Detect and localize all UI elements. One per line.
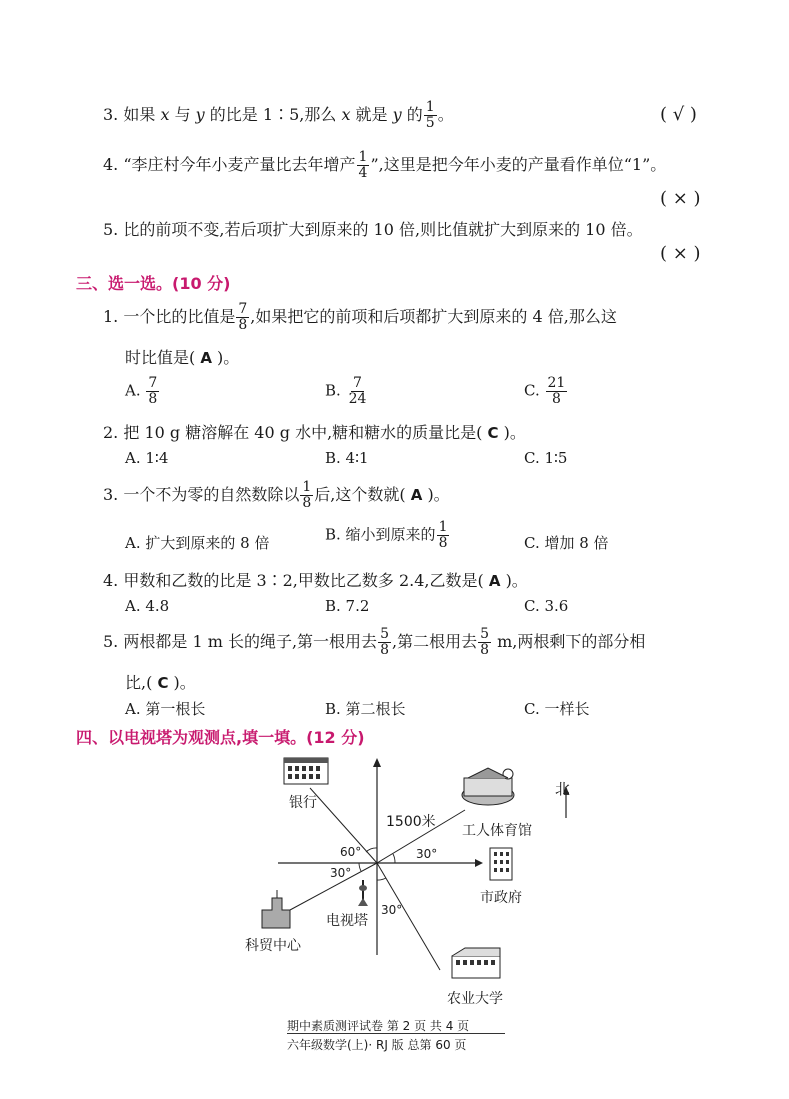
university-icon xyxy=(452,948,500,978)
judge-q5-answer: ( × ) xyxy=(660,243,701,264)
bank-icon xyxy=(284,758,328,784)
label-university: 农业大学 xyxy=(447,991,503,1007)
judge-q3: 3. 如果 x 与 y 的比是 1∶5,那么 x 就是 y 的 $\frac{1}{5}$ 。 xyxy=(103,99,454,131)
stadium-icon xyxy=(462,768,514,805)
label-distance: 1500米 xyxy=(386,814,436,830)
choice-q1-line2: 时比值是( A )。 xyxy=(125,348,240,367)
choice-q2: 2. 把 10 g 糖溶解在 40 g 水中,糖和糖水的质量比是( C )。 xyxy=(103,423,526,442)
footer-line-2: 六年级数学(上)· RJ 版 总第 60 页 xyxy=(287,1038,467,1052)
choice-q5-opt-c: C. 一样长 xyxy=(524,700,590,718)
tv-tower-icon xyxy=(358,880,368,906)
choice-q1-opt-c: C. $\frac{21}{8}$ xyxy=(524,375,566,407)
choice-q3-opt-c: C. 增加 8 倍 xyxy=(524,534,609,552)
fraction: $\frac{1}{8}$ xyxy=(302,479,312,511)
section-3-title: 三、选一选。(10 分) xyxy=(76,274,231,293)
section-4-title: 四、以电视塔为观测点,填一填。(12 分) xyxy=(76,728,365,747)
choice-q5-opt-a: A. 第一根长 xyxy=(125,700,206,718)
angle-30-bottom: 30° xyxy=(381,903,403,917)
footer-divider xyxy=(287,1033,505,1034)
answer: C xyxy=(157,674,169,692)
choice-q5-line2: 比,( C )。 xyxy=(125,673,196,692)
label-north: 北 xyxy=(555,780,571,798)
fraction: $\frac{5}{8}$ xyxy=(480,626,489,658)
north-axis-arrow xyxy=(373,758,381,767)
choice-q3-opt-a: A. 扩大到原来的 8 倍 xyxy=(125,534,270,552)
choice-q2-opt-c: C. 1∶5 xyxy=(524,449,568,467)
choice-q4-opt-b: B. 7.2 xyxy=(325,597,370,615)
label-tech-center: 科贸中心 xyxy=(245,938,301,954)
judge-q4: 4. “李庄村今年小麦产量比去年增产 $\frac{1}{4}$ ”,这里是把今年小麦的产量看作单位“1”。 xyxy=(103,149,667,181)
choice-q1: 1. 一个比的比值是 $\frac{7}{8}$ ,如果把它的前项和后项都扩大到原来的 4 倍,那么这 xyxy=(103,301,617,333)
angle-30-right: 30° xyxy=(416,847,438,861)
direction-map xyxy=(260,750,590,1010)
fraction: $\frac{5}{8}$ xyxy=(380,626,389,658)
choice-q3: 3. 一个不为零的自然数除以 $\frac{1}{8}$ 后,这个数就( A )。 xyxy=(103,479,450,511)
choice-q2-opt-b: B. 4∶1 xyxy=(325,449,369,467)
choice-q1-opt-b: B. $\frac{7}{24}$ xyxy=(325,375,367,407)
label-tv-tower: 电视塔 xyxy=(326,913,368,929)
east-arrow xyxy=(475,859,483,867)
city-hall-icon xyxy=(490,848,512,880)
label-stadium: 工人体育馆 xyxy=(462,823,532,839)
answer: A xyxy=(200,349,212,367)
answer: A xyxy=(488,572,501,590)
answer: C xyxy=(487,424,499,442)
choice-q1-opt-a: A. $\frac{7}{8}$ xyxy=(125,375,158,407)
choice-q4-opt-a: A. 4.8 xyxy=(125,597,170,615)
judge-q3-answer: ( √ ) xyxy=(660,104,697,125)
angle-30-left: 30° xyxy=(330,866,352,880)
label-bank: 银行 xyxy=(289,795,317,811)
fraction: $\frac{1}{4}$ xyxy=(358,149,368,181)
fraction: $\frac{7}{8}$ xyxy=(238,301,248,333)
choice-q5: 5. 两根都是 1 m 长的绳子,第一根用去 $\frac{5}{8}$ ,第二根用去 $\frac{5}{8}$ m,两根剩下的部分相 xyxy=(103,626,646,658)
choice-q4: 4. 甲数和乙数的比是 3∶2,甲数比乙数多 2.4,乙数是( A )。 xyxy=(103,571,528,590)
label-city-hall: 市政府 xyxy=(480,890,522,906)
footer-line-1: 期中素质测评试卷 第 2 页 共 4 页 xyxy=(287,1019,470,1033)
choice-q3-opt-b: B. 缩小到原来的 $\frac{1}{8}$ xyxy=(325,519,448,551)
tech-center-icon xyxy=(262,890,290,928)
judge-q4-answer: ( × ) xyxy=(660,188,701,209)
choice-q4-opt-c: C. 3.6 xyxy=(524,597,569,615)
answer: A xyxy=(410,486,423,504)
angle-60: 60° xyxy=(340,845,362,859)
judge-q5: 5. 比的前项不变,若后项扩大到原来的 10 倍,则比值就扩大到原来的 10 倍。 xyxy=(103,220,643,239)
choice-q5-opt-b: B. 第二根长 xyxy=(325,700,406,718)
choice-q2-opt-a: A. 1∶4 xyxy=(125,449,169,467)
fraction: $\frac{1}{5}$ xyxy=(425,99,435,131)
